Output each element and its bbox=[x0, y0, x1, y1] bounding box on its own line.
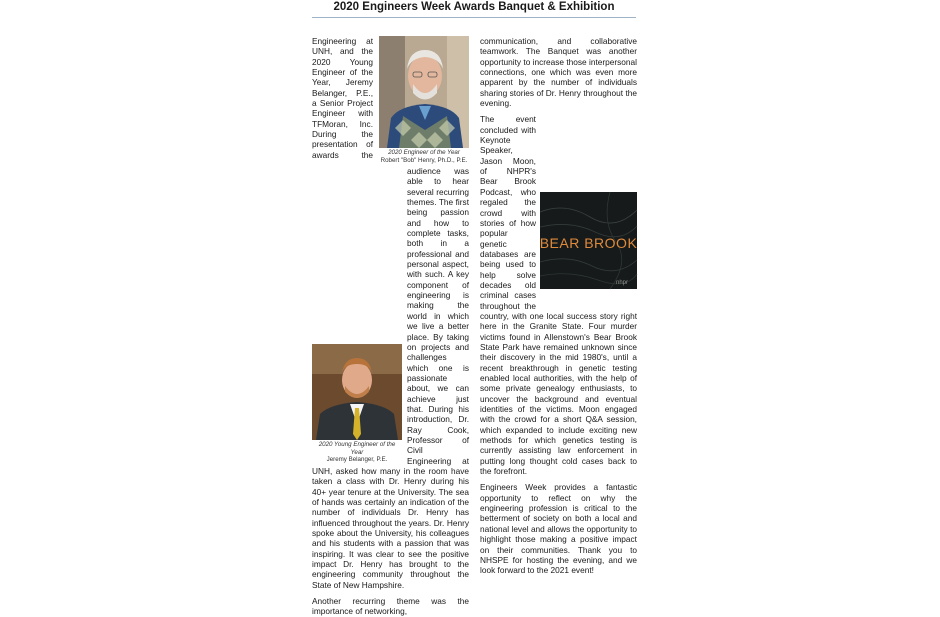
article-paragraph: communication, and collaborative teamwork. The Banquet was another opportunity to increase those interpersonal connections, one which was even more apparent by the number of individuals sharing stories of Dr. Henry throughout the evening. bbox=[480, 36, 637, 109]
article-paragraph: Engineers Week provides a fantastic opportunity to reflect on why the engineering profession is critical to the betterment of society on both a local and national level and allows the opportunity to highlight those making a positive impact on their communities. Thank you to NHSPE for hosting the evening, and we look forward to the 2021 event! bbox=[480, 482, 637, 576]
engineer-of-year-caption-name: Robert "Bob" Henry, Ph.D., P.E. bbox=[380, 156, 468, 164]
engineer-of-year-photo bbox=[379, 36, 469, 148]
young-engineer-caption-name: Jeremy Belanger, P.E. bbox=[326, 456, 388, 463]
page-title: 2020 Engineers Week Awards Banquet & Exhibition bbox=[333, 1, 615, 13]
young-engineer-caption-title: 2020 Young Engineer of the Year bbox=[318, 441, 396, 456]
article-paragraph: The event concluded with Keynote Speaker, Jason Moon, of NHPR's Bear Brook Podcast, who regaled the crowd with stories of how popular genetic databases are being used to help solve decades old criminal cases throughout the country, with one local success story right here in the Granite State. Four murder victims found in Allenstown's Bear Brook State Park have remained unknown since their discovery in the mid 1980's, until a recent breakthrough in genetic testing enabled local authorities, with the help of some private genealogy enthusiasts, to uncover the background and eventual identities of the victims. Moon engaged with the crowd for a short Q&A session, which expanded to include exciting new methods for which genetics testing is currently assisting law enforcement in putting long thought cold cases back to the forefront. bbox=[480, 114, 637, 477]
young-engineer-photo bbox=[312, 344, 402, 440]
bear-brook-cover-title: BEAR BROOK bbox=[539, 235, 638, 252]
article-column-right bbox=[480, 36, 638, 576]
nhpr-logo: nhpr bbox=[615, 280, 628, 287]
engineer-of-year-figure bbox=[379, 36, 469, 164]
young-engineer-figure bbox=[312, 344, 402, 464]
article-column-left bbox=[312, 36, 469, 617]
bear-brook-cover-image bbox=[540, 192, 637, 289]
bear-brook-podcast-figure bbox=[540, 192, 637, 304]
engineer-of-year-caption-title: 2020 Engineer of the Year bbox=[388, 149, 460, 156]
article-paragraph: Another recurring theme was the importance of networking, bbox=[312, 596, 469, 617]
title-divider bbox=[312, 17, 636, 18]
article-paragraph: Engineering at UNH, and the 2020 Young Engineer of the Year, Jeremy Belanger, P.E., a Senior Project Engineer with TFMoran, Inc. During the presentation of awards the audience was able to hear several recurring themes. The first being passion and how to complete tasks, both in a professional and personal aspect, with such. A key component of engineering is making the world in which we live a better place. By taking on projects and challenges which one is passionate about, we can achieve just that. During his introduction, Dr. Ray Cook, Professor of Civil Engineering at UNH, asked how many in the room have taken a class with Dr. Henry during his 40+ year tenure at the University. The sea of hands was certainly an indication of the number of individuals Dr. Henry has influenced throughout the years. Dr. Henry spoke about the University, his colleagues and his students with a passion that was inspiring. It was clear to see the positive impact Dr. Henry has brought to the engineering community throughout the State of New Hampshire. bbox=[312, 36, 469, 590]
